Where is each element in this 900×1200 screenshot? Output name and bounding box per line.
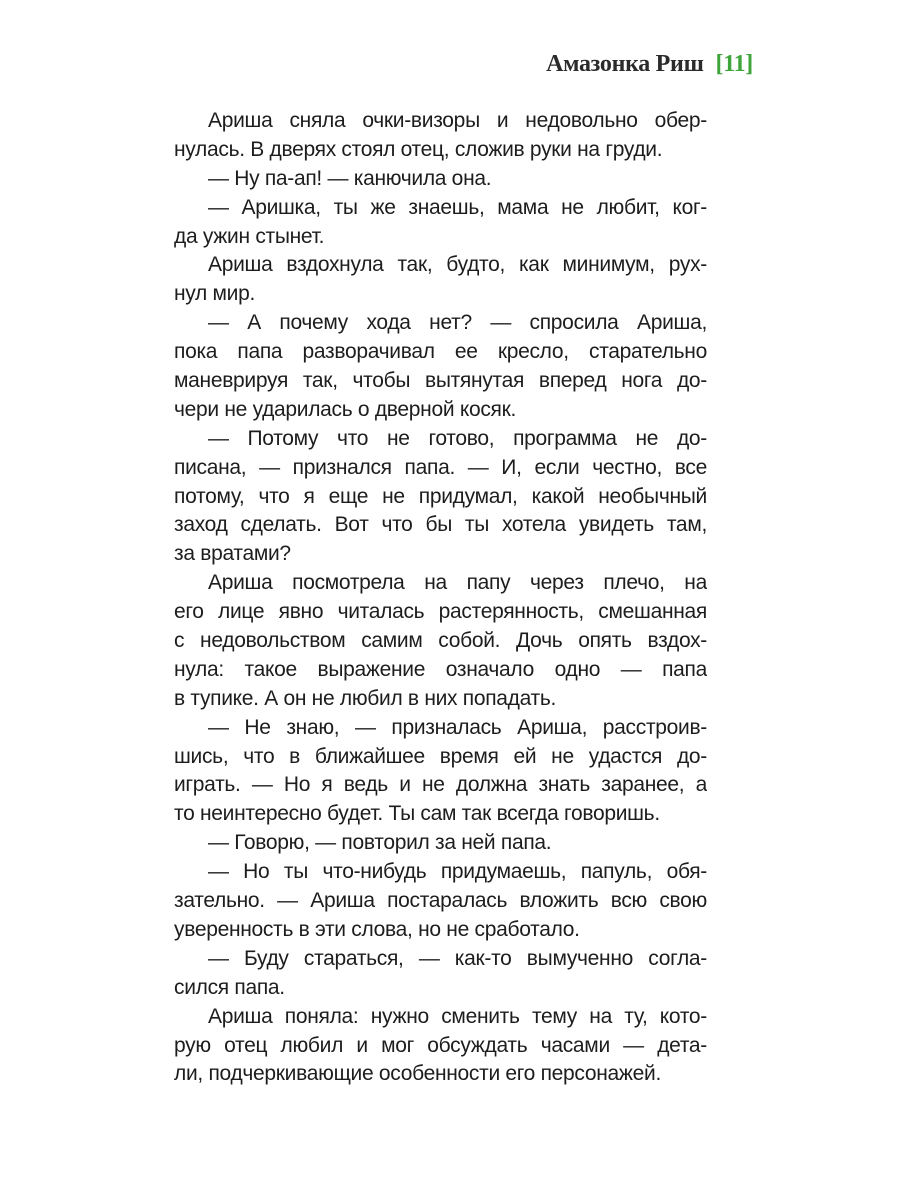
text-line: — Аришка, ты же знаешь, мама не любит, ког- xyxy=(208,195,707,219)
text-line: — А почему хода нет? — спросила Ариша, xyxy=(208,311,707,335)
text-line: уверенность в эти слова, но не сработало. xyxy=(174,917,580,941)
text-line: с недовольством самим собой. Дочь опять вздох- xyxy=(174,629,707,653)
text-line: — Потому что не готово, программа не до- xyxy=(208,426,707,450)
text-line: да ужин стынет. xyxy=(174,224,325,248)
text-line: маневрируя так, чтобы вытянутая вперед нога до- xyxy=(174,369,707,393)
text-line: чери не ударилась о дверной косяк. xyxy=(174,397,517,421)
text-line: писана, — признался папа. — И, если честно, все xyxy=(174,455,707,479)
text-line: нула: такое выражение означало одно — папа xyxy=(174,657,707,681)
text-line: Ариша посмотрела на папу через плечо, на xyxy=(208,571,707,595)
text-line: рую отец любил и мог обсуждать часами — дета- xyxy=(174,1033,707,1057)
paragraph xyxy=(174,569,707,713)
text-line: нул мир. xyxy=(174,282,256,306)
text-line: играть. — Но я ведь и не должна знать заранее, а xyxy=(174,773,707,797)
text-line: зательно. — Ариша постаралась вложить всю свою xyxy=(174,889,707,913)
text-line: заход сделать. Вот что бы ты хотела увидеть там, xyxy=(174,513,707,537)
text-line: Ариша сняла очки-визоры и недовольно обер- xyxy=(208,109,707,132)
paragraph xyxy=(174,945,707,1003)
text-line: ли, подчеркивающие особенности его персонажей. xyxy=(174,1062,662,1086)
paragraph xyxy=(174,714,707,830)
text-line: Ариша поняла: нужно сменить тему на ту, кото- xyxy=(208,1004,707,1028)
text-line: пока папа разворачивал ее кресло, старательно xyxy=(174,340,707,364)
text-line: то неинтересно будет. Ты сам так всегда говоришь. xyxy=(174,802,660,826)
text-line: шись, что в ближайшее время ей не удастся до- xyxy=(174,744,707,768)
paragraph xyxy=(174,1003,707,1090)
text-line: сился папа. xyxy=(174,975,285,999)
text-line: в тупике. А он не любил в них попадать. xyxy=(174,686,557,710)
text-line: — Говорю, — повторил за ней папа. xyxy=(208,831,552,855)
paragraph xyxy=(174,858,707,945)
body-text xyxy=(174,107,707,1089)
text-line: потому, что я еще не придумал, какой необычный xyxy=(174,484,707,508)
text-line: — Буду стараться, — как-то вымученно согла- xyxy=(208,946,707,970)
paragraph xyxy=(174,165,707,194)
text-line: — Но ты что-нибудь придумаешь, папуль, обя- xyxy=(208,860,707,884)
text-line: Ариша вздохнула так, будто, как минимум, рух- xyxy=(208,253,707,277)
paragraph xyxy=(174,829,707,858)
page-number: [11] xyxy=(715,51,753,77)
paragraph xyxy=(174,251,707,309)
paragraph xyxy=(174,194,707,252)
paragraph xyxy=(174,425,707,569)
text-line: — Ну па-ап! — канючила она. xyxy=(208,166,492,190)
paragraph xyxy=(174,309,707,425)
text-line: — Не знаю, — призналась Ариша, расстроив- xyxy=(208,715,707,739)
paragraph xyxy=(174,107,707,165)
running-header xyxy=(546,51,753,77)
text-line: нулась. В дверях стоял отец, сложив руки на груди. xyxy=(174,137,663,161)
text-line: его лице явно читалась растерянность, смешанная xyxy=(174,600,707,624)
text-line: за вратами? xyxy=(174,542,291,566)
running-title: Амазонка Риш xyxy=(546,51,704,77)
